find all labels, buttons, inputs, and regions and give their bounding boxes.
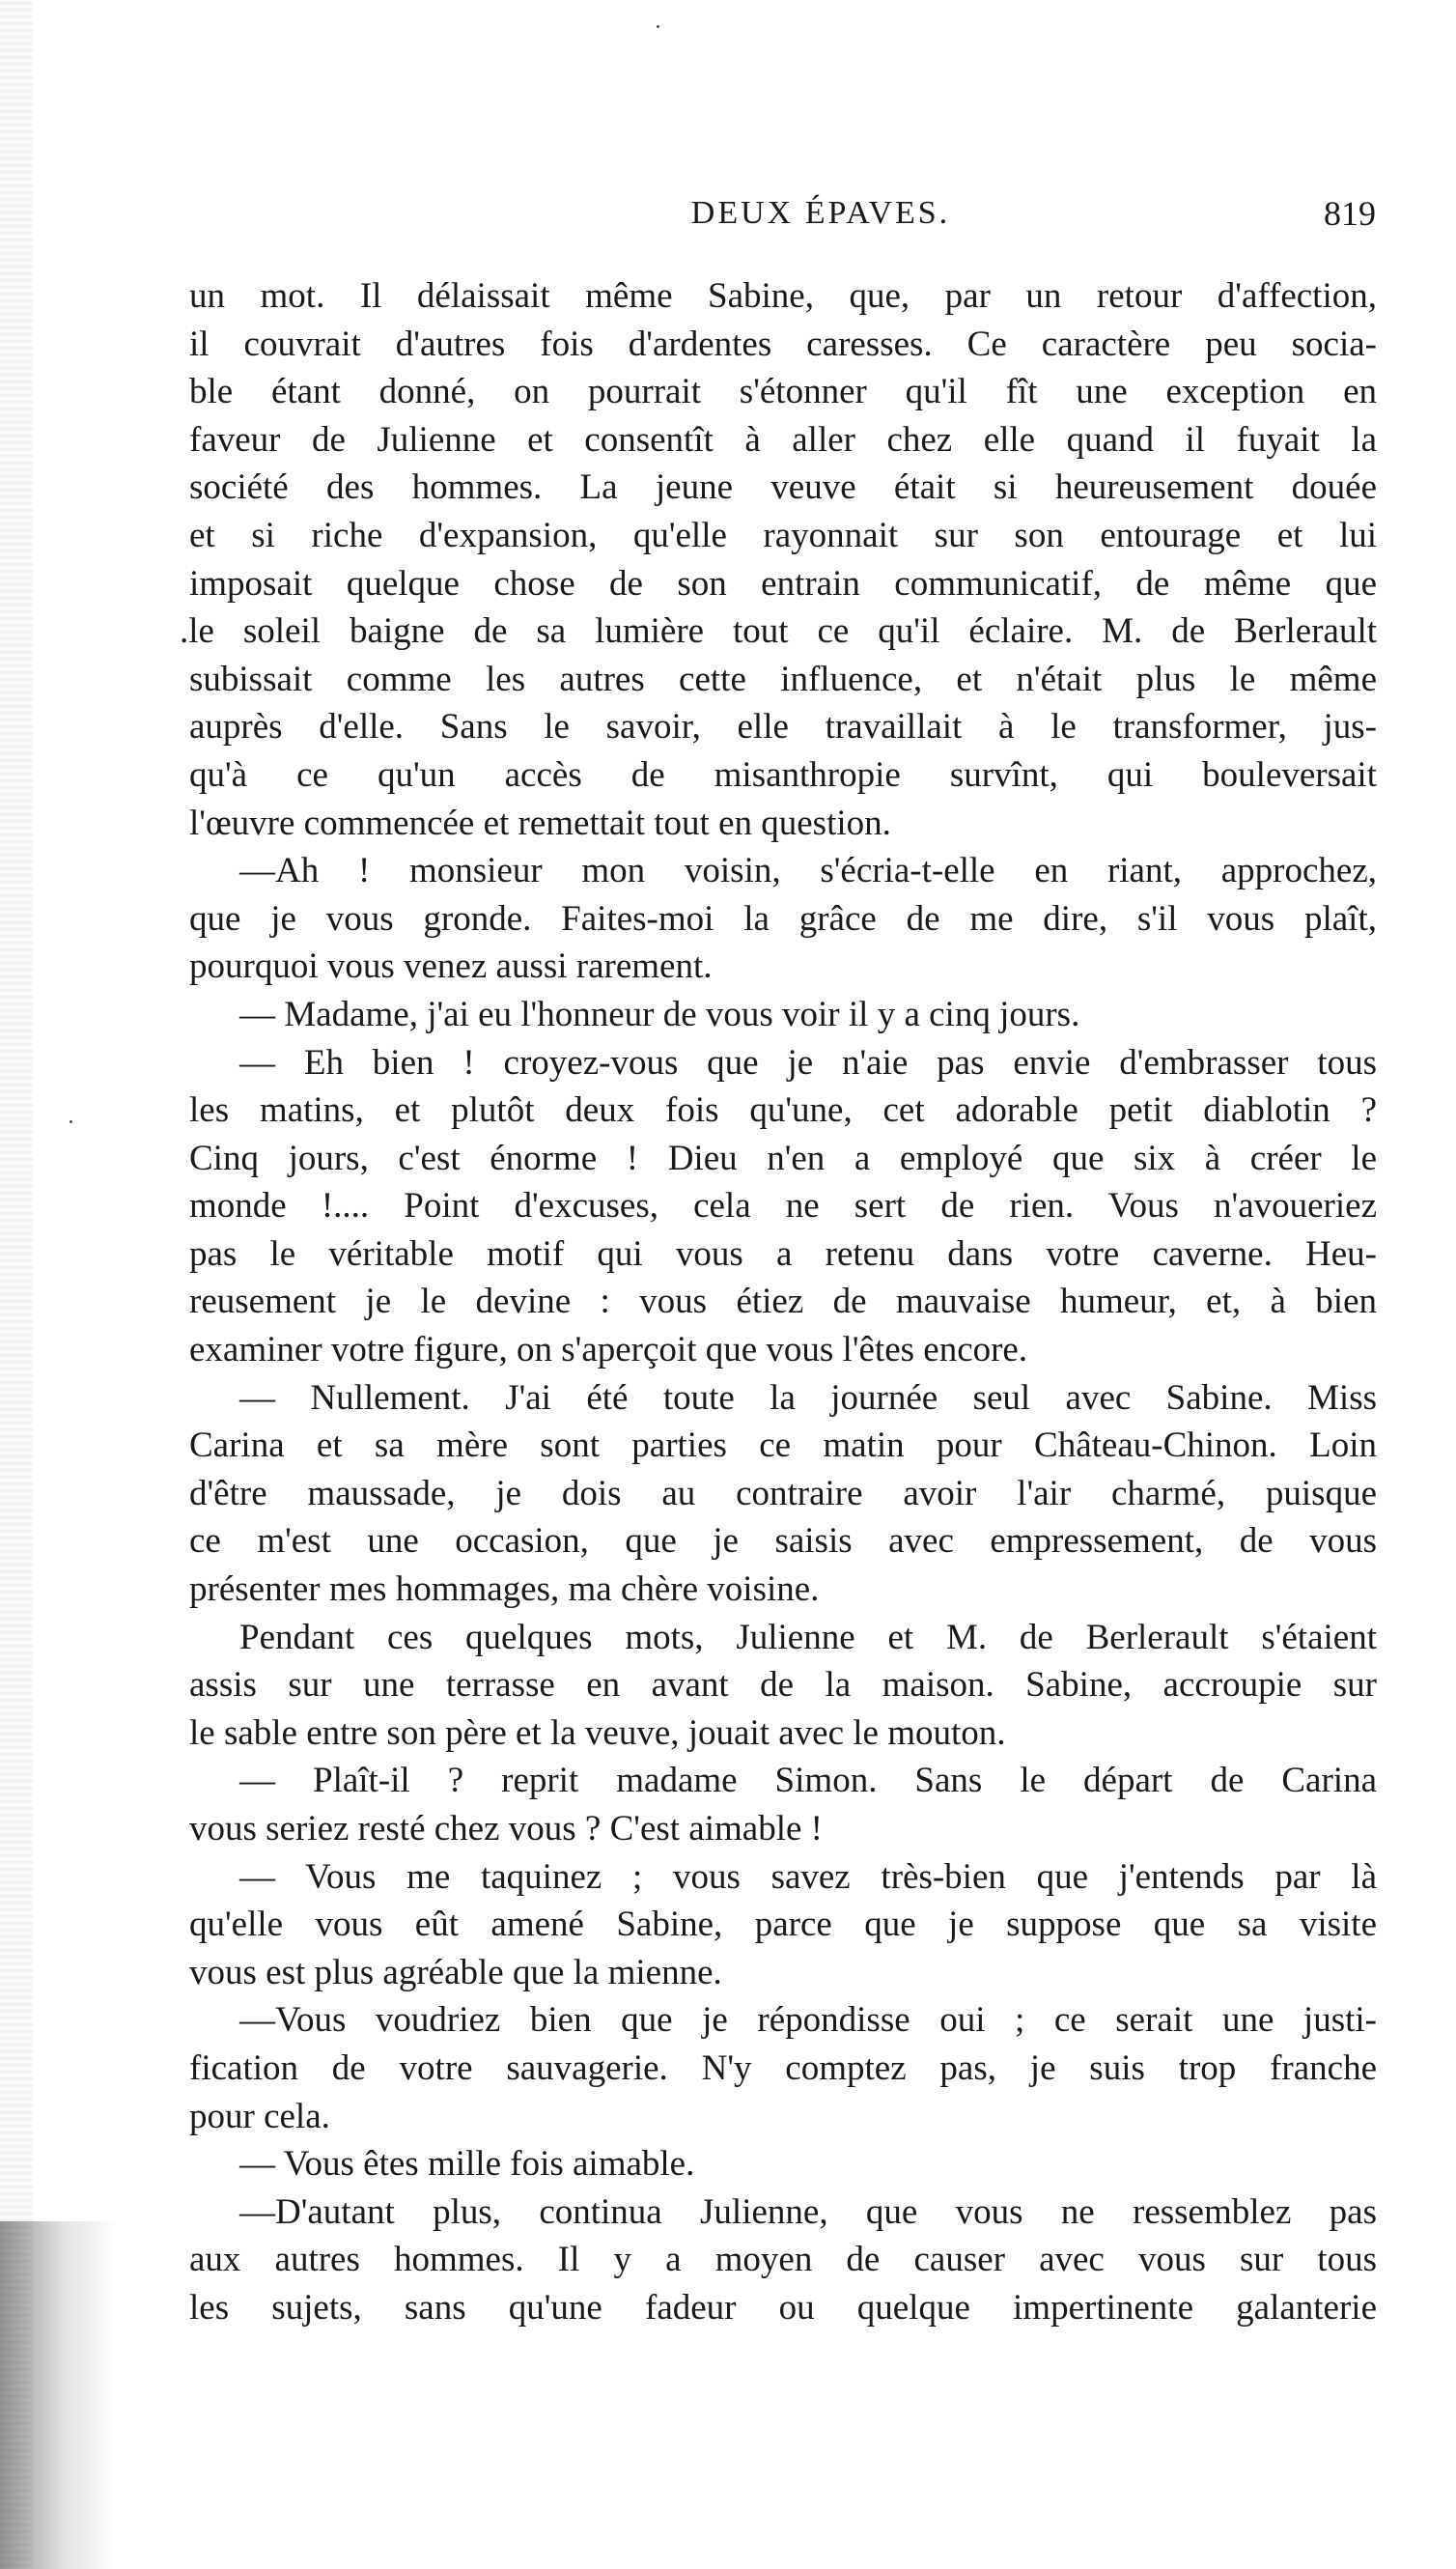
text-line: et si riche d'expansion, qu'elle rayonnait sur son entourage et lui (189, 515, 1377, 555)
scan-edge-shadow (0, 0, 33, 2569)
text-line: société des hommes. La jeune veuve était si heureusement douée (189, 467, 1377, 508)
text-line: — Plaît-il ? reprit madame Simon. Sans le départ de Carina (239, 1761, 1377, 1801)
text-line: examiner votre figure, on s'aperçoit que vous l'êtes encore. (189, 1330, 1028, 1370)
scan-speck (657, 25, 659, 28)
text-line: vous seriez resté chez vous ? C'est aimable ! (189, 1809, 823, 1849)
text-line: assis sur une terrasse en avant de la maison. Sabine, accroupie sur (189, 1665, 1377, 1706)
text-line: auprès d'elle. Sans le savoir, elle travaillait à le transformer, jus- (189, 707, 1377, 748)
text-line: Pendant ces quelques mots, Julienne et M. de Berlerault s'étaient (239, 1617, 1377, 1657)
text-line: Carina et sa mère sont parties ce matin pour Château-Chinon. Loin (189, 1426, 1377, 1466)
text-line: imposait quelque chose de son entrain communicatif, de même que (189, 563, 1377, 604)
text-line: pourquoi vous venez aussi rarement. (189, 946, 713, 987)
text-line: les sujets, sans qu'une fadeur ou quelque impertinente galanterie (189, 2287, 1377, 2328)
text-line: ble étant donné, on pourrait s'étonner qu'il fît une exception en (189, 372, 1377, 412)
text-line: les matins, et plutôt deux fois qu'une, cet adorable petit diablotin ? (189, 1090, 1377, 1131)
text-line: un mot. Il délaissait même Sabine, que, par un retour d'affection, (189, 276, 1377, 316)
text-line: pour cela. (189, 2096, 330, 2136)
text-line: faveur de Julienne et consentît à aller chez elle quand il fuyait la (189, 419, 1377, 460)
text-line: d'être maussade, je dois au contraire avoir l'air charmé, puisque (189, 1473, 1377, 1513)
text-line: que je vous gronde. Faites-moi la grâce de me dire, s'il vous plaît, (189, 898, 1377, 939)
text-line: — Eh bien ! croyez-vous que je n'aie pas envie d'embrasser tous (239, 1042, 1377, 1083)
text-line: subissait comme les autres cette influence, et n'était plus le même (189, 659, 1377, 699)
text-line: fication de votre sauvagerie. N'y comptez pas, je suis trop franche (189, 2047, 1377, 2088)
text-line: — Vous êtes mille fois aimable. (239, 2144, 695, 2185)
text-line: présenter mes hommages, ma chère voisine. (189, 1569, 820, 1610)
text-line: —Ah ! monsieur mon voisin, s'écria-t-elle en riant, approchez, (239, 851, 1377, 891)
running-title: DEUX ÉPAVES. (690, 195, 951, 231)
text-line: l'œuvre commencée et remettait tout en question. (189, 803, 891, 843)
text-line: —D'autant plus, continua Julienne, que vous ne ressemblez pas (239, 2191, 1377, 2232)
text-line: monde !.... Point d'excuses, cela ne sert de rien. Vous n'avoueriez (189, 1186, 1377, 1227)
scan-speck (70, 1120, 72, 1123)
text-line: — Madame, j'ai eu l'honneur de vous voir il y a cinq jours. (239, 994, 1080, 1034)
text-line: qu'elle vous eût amené Sabine, parce que je suppose que sa visite (189, 1905, 1377, 1945)
text-line: le sable entre son père et la veuve, jouait avec le mouton. (189, 1712, 1006, 1753)
scan-corner-shadow (0, 2221, 116, 2569)
text-line: — Nullement. J'ai été toute la journée seul avec Sabine. Miss (239, 1377, 1377, 1418)
body-text (180, 272, 1377, 2332)
text-line: reusement je le devine : vous étiez de mauvaise humeur, et, à bien (189, 1282, 1377, 1322)
page-header (188, 185, 1376, 243)
text-line: —Vous voudriez bien que je répondisse oui ; ce serait une justi- (239, 2000, 1377, 2041)
text-line: pas le véritable motif qui vous a retenu dans votre caverne. Heu- (189, 1233, 1377, 1274)
page-number: 819 (1324, 194, 1376, 233)
text-line: aux autres hommes. Il y a moyen de causer avec vous sur tous (189, 2240, 1377, 2280)
text-line: .le soleil baigne de sa lumière tout ce qu'il éclaire. M. de Berlerault (180, 611, 1377, 652)
text-line: vous est plus agréable que la mienne. (189, 1952, 722, 1992)
text-line: qu'à ce qu'un accès de misanthropie survînt, qui bouleversait (189, 754, 1377, 795)
text-line: — Vous me taquinez ; vous savez très-bien que j'entends par là (239, 1856, 1377, 1897)
text-line: Cinq jours, c'est énorme ! Dieu n'en a employé que six à créer le (189, 1138, 1377, 1178)
text-line: ce m'est une occasion, que je saisis avec empressement, de vous (189, 1521, 1377, 1562)
text-line: il couvrait d'autres fois d'ardentes caresses. Ce caractère peu socia- (189, 324, 1377, 364)
